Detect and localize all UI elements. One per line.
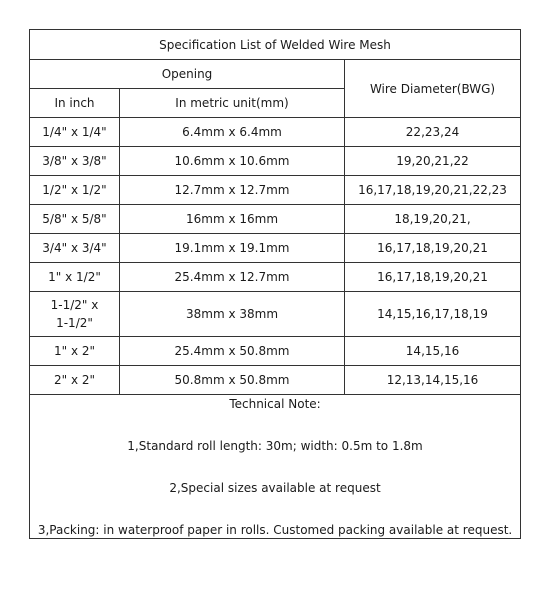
inch-header: In inch — [30, 89, 120, 118]
inch-cell: 1/4" x 1/4" — [30, 118, 120, 147]
inch-cell: 2" x 2" — [30, 366, 120, 395]
wire-cell: 14,15,16,17,18,19 — [345, 292, 521, 337]
metric-header: In metric unit(mm) — [120, 89, 345, 118]
metric-cell: 25.4mm x 50.8mm — [120, 337, 345, 366]
spec-table — [29, 29, 521, 539]
table-title: Specification List of Welded Wire Mesh — [30, 30, 521, 60]
note-item: 1,Standard roll length: 30m; width: 0.5m to 1.8m — [127, 438, 423, 453]
metric-cell: 16mm x 16mm — [120, 205, 345, 234]
metric-cell: 19.1mm x 19.1mm — [120, 234, 345, 263]
wire-cell: 16,17,18,19,20,21 — [345, 263, 521, 292]
table-row — [30, 337, 521, 366]
inch-cell: 1/2" x 1/2" — [30, 176, 120, 205]
wire-cell: 22,23,24 — [345, 118, 521, 147]
table-row — [30, 118, 521, 147]
wire-cell: 18,19,20,21, — [345, 205, 521, 234]
wire-cell: 14,15,16 — [345, 337, 521, 366]
inch-cell: 5/8" x 5/8" — [30, 205, 120, 234]
table-row — [30, 147, 521, 176]
wire-cell: 19,20,21,22 — [345, 147, 521, 176]
inch-cell-line: 1-1/2" — [56, 316, 93, 330]
table-row — [30, 366, 521, 395]
wire-cell: 12,13,14,15,16 — [345, 366, 521, 395]
metric-cell: 6.4mm x 6.4mm — [120, 118, 345, 147]
technical-notes — [30, 395, 521, 539]
table-row — [30, 176, 521, 205]
wire-cell: 16,17,18,19,20,21 — [345, 234, 521, 263]
inch-cell: 3/4" x 3/4" — [30, 234, 120, 263]
table-row — [30, 234, 521, 263]
inch-cell: 3/8" x 3/8" — [30, 147, 120, 176]
metric-cell: 12.7mm x 12.7mm — [120, 176, 345, 205]
inch-cell: 1" x 1/2" — [30, 263, 120, 292]
inch-cell: 1" x 2" — [30, 337, 120, 366]
inch-cell-line: 1-1/2" x — [50, 298, 99, 312]
metric-cell: 25.4mm x 12.7mm — [120, 263, 345, 292]
inch-cell — [30, 292, 120, 337]
note-item: 3,Packing: in waterproof paper in rolls. Customed packing available at request. — [37, 522, 513, 537]
metric-cell: 50.8mm x 50.8mm — [120, 366, 345, 395]
opening-header: Opening — [30, 60, 345, 89]
metric-cell: 38mm x 38mm — [120, 292, 345, 337]
table-row — [30, 292, 521, 337]
wire-cell: 16,17,18,19,20,21,22,23 — [345, 176, 521, 205]
note-item: 2,Special sizes available at request — [169, 480, 381, 495]
table-row — [30, 263, 521, 292]
notes-heading: Technical Note: — [229, 396, 321, 411]
table-row — [30, 205, 521, 234]
metric-cell: 10.6mm x 10.6mm — [120, 147, 345, 176]
wire-diameter-header: Wire Diameter(BWG) — [345, 60, 521, 118]
